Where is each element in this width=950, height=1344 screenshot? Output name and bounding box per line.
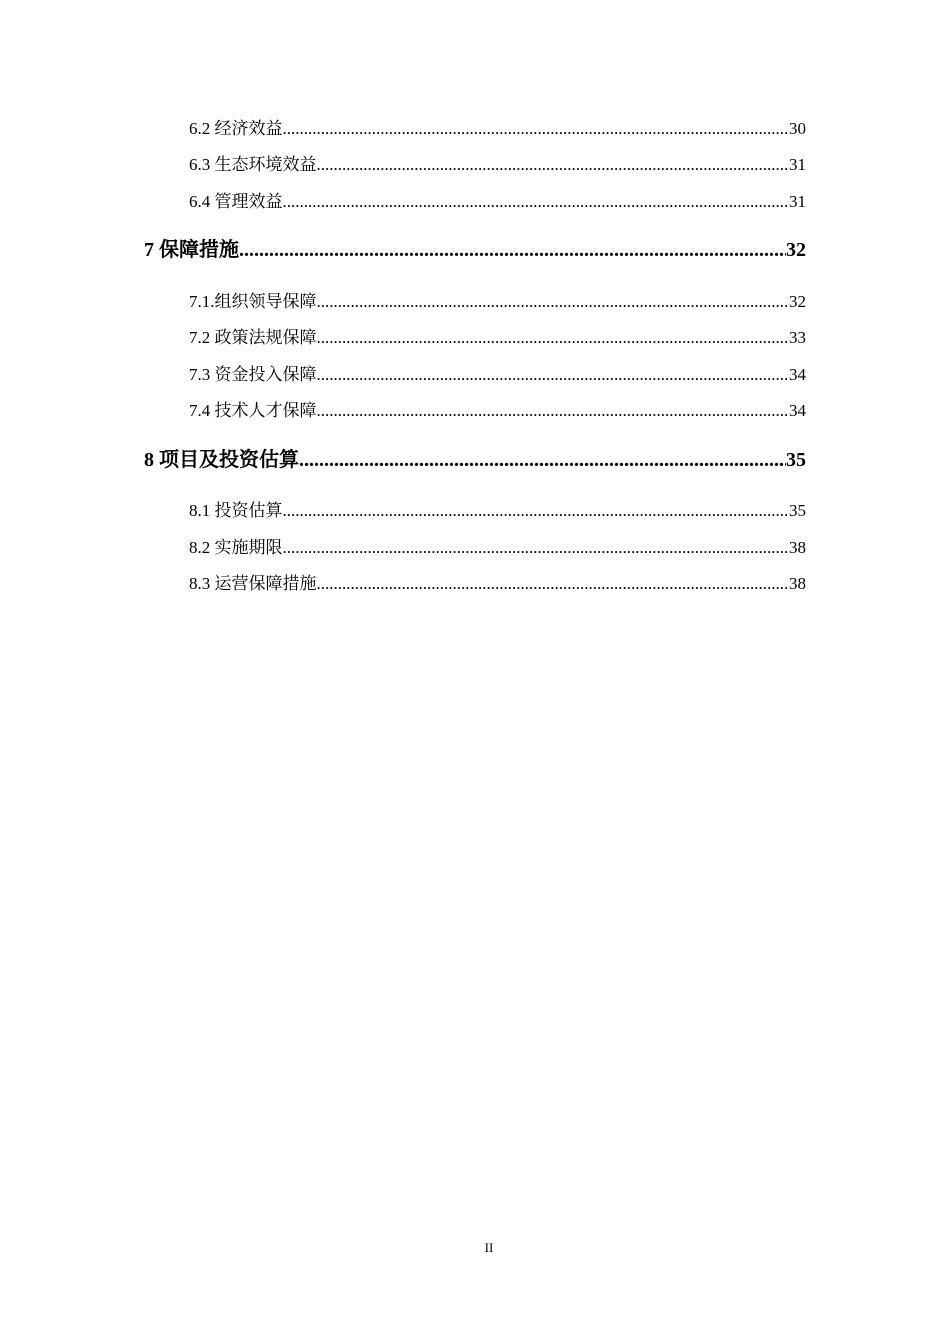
toc-entry-7-3[interactable] <box>189 363 806 387</box>
toc-entry-page: 34 <box>789 401 806 420</box>
toc-entry-page: 33 <box>789 328 806 347</box>
toc-leader-dots <box>283 117 790 141</box>
toc-entry-title: 6.3 生态环境效益 <box>189 155 317 174</box>
toc-chapter-title: 8 项目及投资估算 <box>144 449 299 471</box>
toc-entry-7-4[interactable] <box>189 399 806 423</box>
toc-entry-title: 8.2 实施期限 <box>189 538 283 557</box>
toc-chapter-8[interactable] <box>144 446 806 474</box>
toc-entry-title: 6.4 管理效益 <box>189 192 283 211</box>
toc-entry-8-1[interactable] <box>189 499 806 523</box>
toc-entry-7-1[interactable] <box>189 290 806 314</box>
toc-leader-dots <box>317 399 790 423</box>
toc-entry-8-3[interactable] <box>189 572 806 596</box>
toc-entry-6-2[interactable] <box>189 117 806 141</box>
toc-entry-page: 38 <box>789 574 806 593</box>
toc-entry-title: 7.1.组织领导保障 <box>189 292 317 311</box>
toc-leader-dots <box>283 499 790 523</box>
toc-entry-title: 7.4 技术人才保障 <box>189 401 317 420</box>
toc-leader-dots <box>317 572 790 596</box>
toc-leader-dots <box>317 153 790 177</box>
toc-leader-dots <box>283 190 790 214</box>
toc-entry-title: 6.2 经济效益 <box>189 119 283 138</box>
toc-entry-page: 31 <box>789 155 806 174</box>
toc-entry-6-3[interactable] <box>189 153 806 177</box>
toc-entry-title: 7.3 资金投入保障 <box>189 365 317 384</box>
toc-leader-dots <box>317 363 790 387</box>
toc-entry-page: 38 <box>789 538 806 557</box>
toc-entry-page: 30 <box>789 119 806 138</box>
toc-entry-title: 7.2 政策法规保障 <box>189 328 317 347</box>
toc-entry-page: 32 <box>789 292 806 311</box>
toc-entry-8-2[interactable] <box>189 536 806 560</box>
toc-chapter-page: 35 <box>786 449 806 471</box>
toc-chapter-7[interactable] <box>144 236 806 264</box>
toc-chapter-page: 32 <box>786 239 806 261</box>
toc-entry-6-4[interactable] <box>189 190 806 214</box>
toc-entry-page: 31 <box>789 192 806 211</box>
toc-entry-title: 8.1 投资估算 <box>189 501 283 520</box>
toc-leader-dots <box>283 536 790 560</box>
page-number: II <box>484 1240 494 1255</box>
toc-entry-page: 34 <box>789 365 806 384</box>
toc-entry-title: 8.3 运营保障措施 <box>189 574 317 593</box>
toc-leader-dots <box>299 446 786 474</box>
toc-entry-7-2[interactable] <box>189 326 806 350</box>
toc-leader-dots <box>317 326 790 350</box>
toc-chapter-title: 7 保障措施 <box>144 239 239 261</box>
toc-entry-page: 35 <box>789 501 806 520</box>
toc-leader-dots <box>317 290 790 314</box>
toc-leader-dots <box>239 236 786 264</box>
